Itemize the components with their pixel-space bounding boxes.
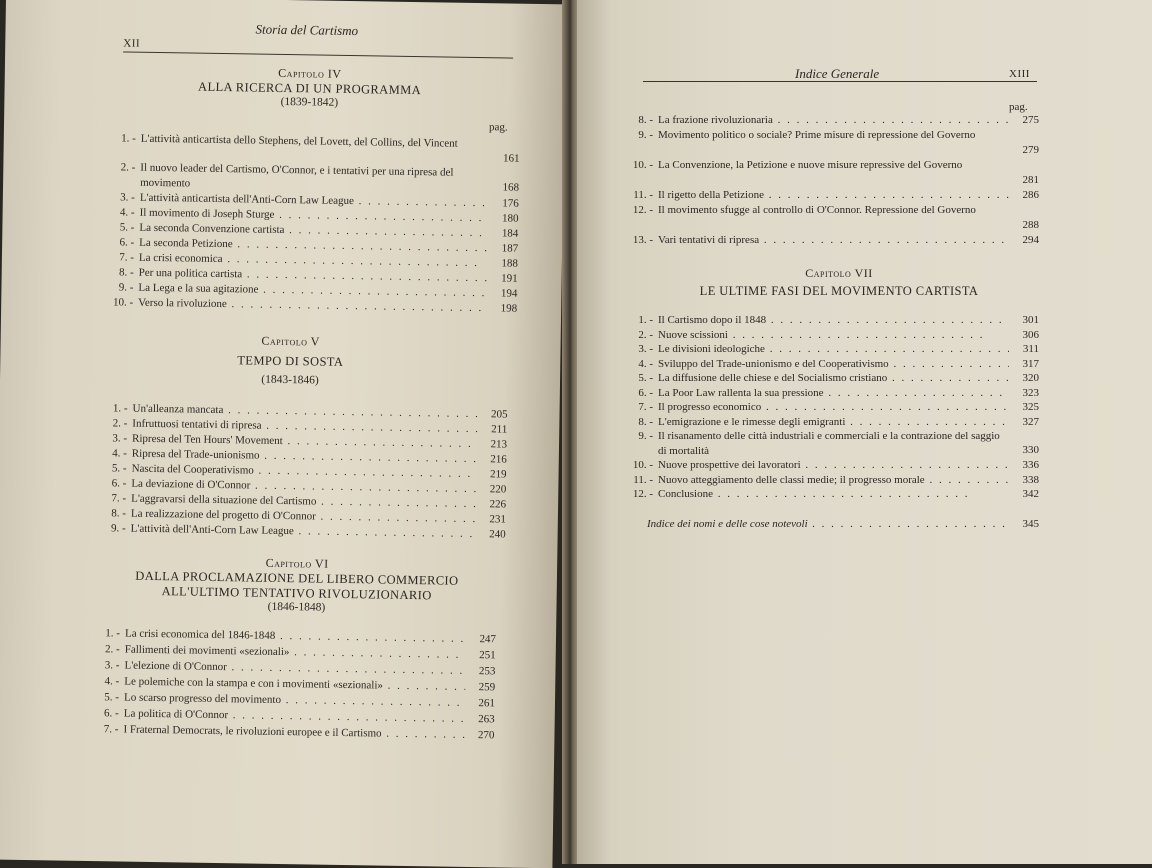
toc-entry: 9. - La Lega e la sua agitazione . . 194 <box>109 280 517 301</box>
chapter-vii-toc <box>629 313 1039 502</box>
toc-entry: 7. - I Fraternal Democrats, le rivoluzioni europee e il Cartismo . . 270 <box>94 721 494 743</box>
toc-entry: 9. - L'attività dell'Anti-Corn Law League . . 240 <box>102 521 506 542</box>
chapter-iv-toc <box>109 131 520 316</box>
toc-entry: 7. - L'aggravarsi della situazione del Cartismo . . 226 <box>102 491 506 512</box>
pag-label: pag. <box>1009 101 1028 113</box>
toc-entry: 3. - L'elezione di O'Connor . . 253 <box>95 657 495 679</box>
index-entry <box>647 518 1039 530</box>
chapter-title: ALLA RICERCA DI UN PROGRAMMA <box>198 79 422 98</box>
right-header-rule <box>643 81 1037 82</box>
toc-entry: 4. - Sviluppo del Trade-unionismo e del Cooperativismo . . 317 <box>629 357 1039 372</box>
toc-entry: 2. - Il nuovo leader del Cartismo, O'Connor, e i tentativi per una ripresa del movimento 168 <box>120 161 520 194</box>
left-header-rule <box>123 51 513 58</box>
right-folio: XIII <box>1009 68 1030 80</box>
chapter-vii-heading <box>649 266 1029 299</box>
right-page <box>577 0 1152 864</box>
toc-entry: 5. - La diffusione delle chiese e del Socialismo cristiano . . 320 <box>629 371 1039 386</box>
toc-entry: 6. - La seconda Petizione . . 187 <box>110 235 518 256</box>
chapter-vi-continued-toc <box>629 113 1039 248</box>
toc-entry: 4. - Il movimento di Joseph Sturge . . 180 <box>111 205 519 226</box>
toc-entry: 13. - Vari tentativi di ripresa . . 294 <box>629 233 1039 248</box>
toc-entry: 8. - L'emigrazione e le rimesse degli emigranti . . 327 <box>629 415 1039 430</box>
left-running-head: Storia del Cartismo <box>255 21 359 39</box>
chapter-dates: (1846-1848) <box>267 600 326 614</box>
toc-entry: 2. - Nuove scissioni . . 306 <box>629 328 1039 343</box>
toc-entry: 3. - Ripresa del Ten Hours' Movement . . 213 <box>103 431 507 452</box>
toc-entry: 2. - Infruttuosi tentativi di ripresa . . 211 <box>103 416 507 437</box>
chapter-title: LE ULTIME FASI DEL MOVIMENTO CARTISTA <box>699 284 979 298</box>
toc-entry: 9. - Movimento politico o sociale? Prime misure di repressione del Governo 279 <box>638 129 1039 156</box>
toc-entry: 3. - L'attività anticartista dell'Anti-Corn Law League . . 176 <box>111 190 519 211</box>
pag-label: pag. <box>488 121 508 134</box>
toc-entry: 4. - Le polemiche con la stampa e con i movimenti «sezionali» . . 259 <box>95 673 495 695</box>
toc-entry: 10. - La Convenzione, la Petizione e nuove misure repressive del Governo 281 <box>632 159 1039 186</box>
toc-entry: 12. - Conclusione . . 342 <box>629 487 1039 502</box>
toc-entry: 3. - Le divisioni ideologiche . . 311 <box>629 342 1039 357</box>
toc-entry: 10. - Verso la rivoluzione . . 198 <box>109 295 517 316</box>
chapter-title: DALLA PROCLAMAZIONE DEL LIBERO COMMERCIO ALL'ULTIMO TENTATIVO RIVOLUZIONARIO <box>135 568 459 603</box>
toc-entry: 8. - La realizzazione del progetto di O'Connor . . 231 <box>102 506 506 527</box>
toc-entry: 6. - La deviazione di O'Connor . . 220 <box>102 476 506 497</box>
toc-entry: 8. - La frazione rivoluzionaria . . 275 <box>629 113 1039 128</box>
chapter-v-heading <box>140 332 441 389</box>
chapter-number: Capitolo VII <box>805 266 873 280</box>
left-folio: XII <box>123 37 141 50</box>
left-page <box>0 0 566 868</box>
toc-entry: 6. - La Poor Law rallenta la sua pressione . . 323 <box>629 386 1039 401</box>
toc-entry: 4. - Ripresa del Trade-unionismo . . 216 <box>103 446 507 467</box>
toc-entry: Indice dei nomi e delle cose notevoli . . 345 <box>647 518 1039 530</box>
toc-entry: 9. - Il risanamento delle città industriali e commerciali e la contrazione del saggio di mortalità 330 <box>638 430 1039 457</box>
chapter-dates: (1839-1842) <box>280 95 339 109</box>
toc-entry: 11. - Nuovo atteggiamento delle classi medie; il progresso morale . . 338 <box>629 473 1039 488</box>
toc-entry: 1. - La crisi economica del 1846-1848 . . 247 <box>96 625 496 647</box>
chapter-iv-heading <box>144 64 475 111</box>
chapter-vi-heading <box>106 553 487 616</box>
toc-entry: 10. - Nuove prospettive dei lavoratori . . 336 <box>629 458 1039 473</box>
chapter-v-toc <box>102 401 508 542</box>
toc-entry: 1. - L'attività anticartista dello Stephens, del Lovett, del Collins, del Vincent 161 <box>121 132 520 165</box>
toc-entry: 7. - La crisi economica . . 188 <box>110 250 518 271</box>
toc-entry: 11. - Il rigetto della Petizione . . 286 <box>629 188 1039 203</box>
right-running-head: Indice Generale <box>795 66 880 81</box>
chapter-number: Capitolo VI <box>265 555 329 571</box>
chapter-dates: (1843-1846) <box>261 373 319 387</box>
toc-entry: 1. - Un'alleanza mancata . . 205 <box>103 401 507 422</box>
toc-entry: 8. - Per una politica cartista . . 191 <box>110 265 518 286</box>
toc-entry: 5. - Nascita del Cooperativismo . . 219 <box>102 461 506 482</box>
chapter-number: Capitolo V <box>261 333 321 349</box>
toc-entry: 2. - Fallimenti dei movimenti «sezionali» . . 251 <box>96 641 496 663</box>
toc-entry: 6. - La politica di O'Connor . . 263 <box>95 705 495 727</box>
toc-entry: 1. - Il Cartismo dopo il 1848 . . 301 <box>629 313 1039 328</box>
chapter-number: Capitolo IV <box>278 65 342 81</box>
chapter-title: TEMPO DI SOSTA <box>237 353 344 369</box>
toc-entry: 5. - La seconda Convenzione cartista . . 184 <box>110 220 518 241</box>
chapter-vi-toc <box>94 625 496 743</box>
toc-entry: 12. - Il movimento sfugge al controllo di O'Connor. Repressione del Governo 288 <box>632 204 1039 231</box>
toc-entry: 7. - Il progresso economico . . 325 <box>629 400 1039 415</box>
toc-entry: 5. - Lo scarso progresso del movimento . . 261 <box>95 689 495 711</box>
